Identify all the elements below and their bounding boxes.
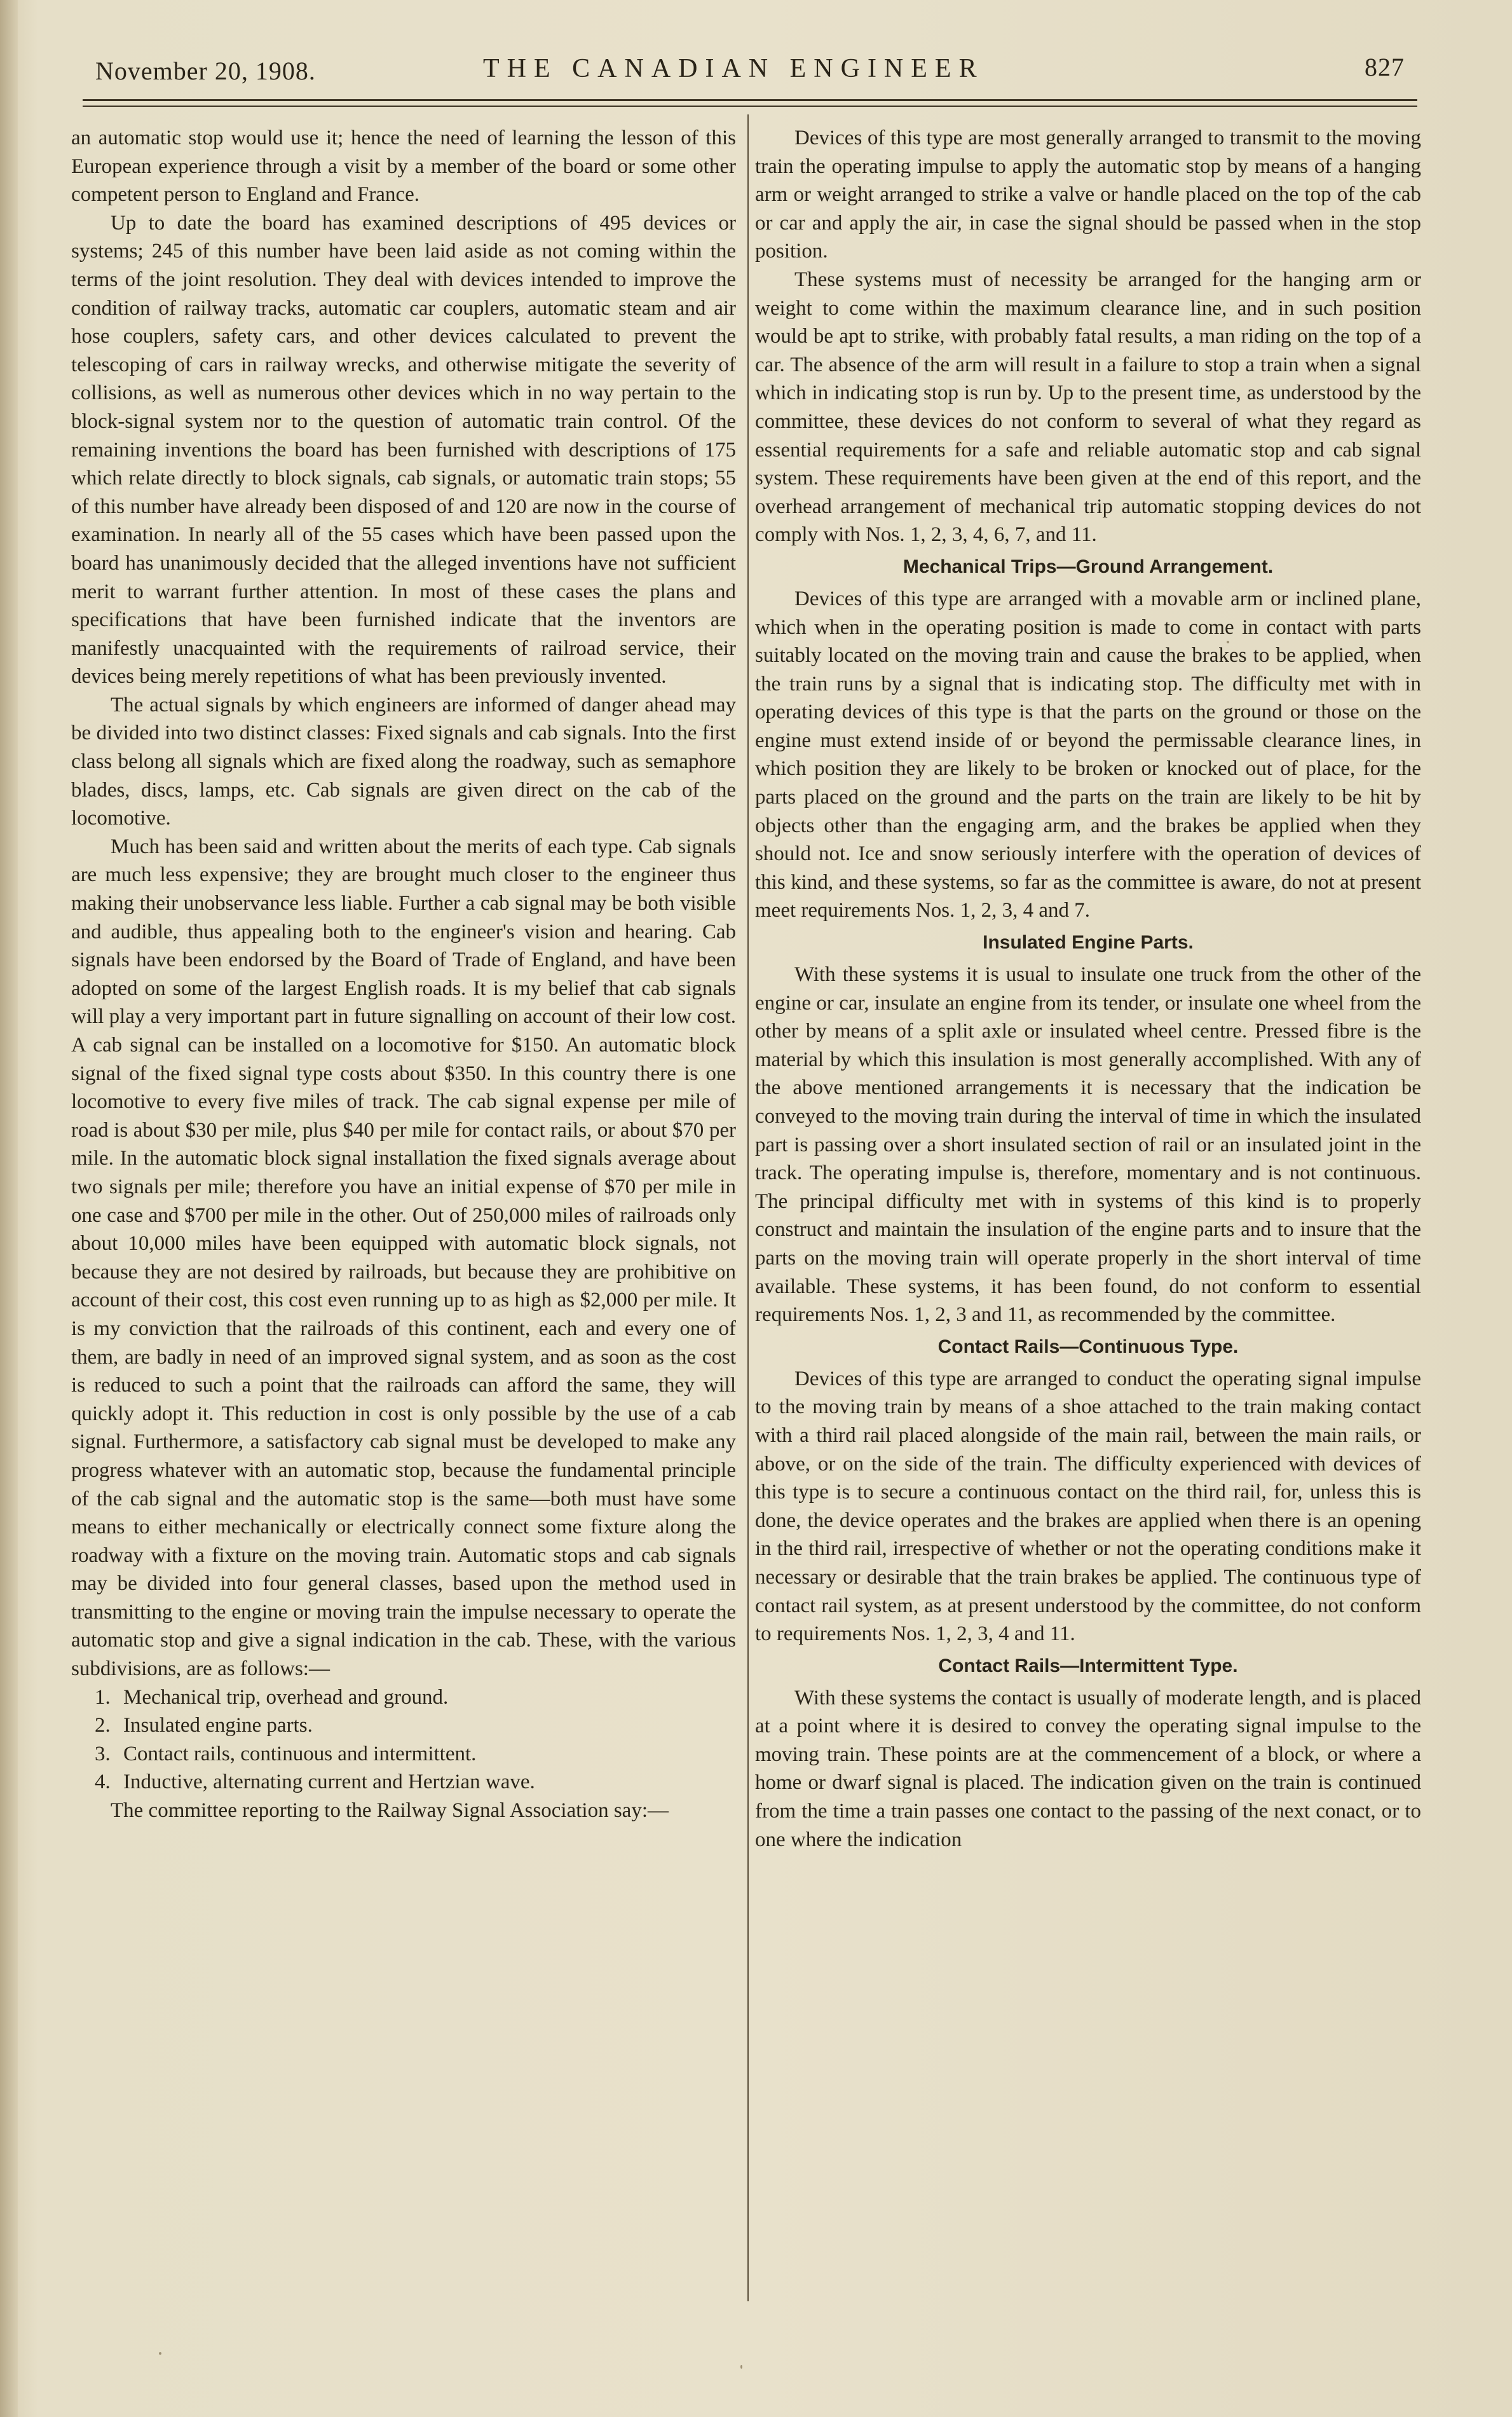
section-heading: Mechanical Trips—Ground Arrangement. — [902, 556, 1274, 577]
paragraph: The committee reporting to the Railway Signal Association say:— — [111, 1799, 669, 1823]
running-header — [95, 50, 1405, 88]
list-item: 2. Insulated engine parts. — [116, 1711, 736, 1740]
header-rule-bottom — [83, 106, 1417, 107]
column-divider — [747, 114, 749, 2301]
section-heading: Insulated Engine Parts. — [983, 932, 1194, 954]
page-number: 827 — [1365, 53, 1405, 81]
paragraph: Devices of this type are arranged to conduct the operating signal impulse to the moving train by means of a shoe attached to the train making contact with a third rail placed alongside of the main rail, between the main rails, or above, or on the side of the train. The difficulty experienced with devices of this type is to secure a continuous contact on the third rail, for, unless this is done, the device operates and the brakes are applied when there is an opening in the third rail, irrespective of whether or not the operating conditions make it necessary or desirable that the train brakes be applied. The continuous type of contact rail system, as at present understood by the committee, do not conform to requirements Nos. 1, 2, 3, 4 and 11. — [755, 1367, 1421, 1646]
left-column — [71, 124, 736, 1825]
list-item: 1. Mechanical trip, overhead and ground. — [116, 1683, 736, 1712]
paper-speck — [159, 2352, 161, 2355]
right-column — [755, 124, 1421, 1854]
paragraph: Devices of this type are arranged with a movable arm or inclined plane, which when in the operating position is made to come in contact with parts suitably located on the moving train and cause the brakes to be applied, when the train runs by a signal that is indicating stop. The difficulty met with in operating devices of this type is that the parts on the ground or those on the engine must extend inside of or beyond the permissable clearance lines, in which position they are likely to be broken or knocked out of place, for the parts placed on the ground and the parts on the train are likely to be hit by objects other than the engaging arm, and the brakes be applied when they should not. Ice and snow seriously interfere with the operation of devices of this kind, and these systems, so far as the committee is aware, do not at present meet requirements Nos. 1, 2, 3, 4 and 7. — [755, 587, 1421, 922]
list-item: 4. Inductive, alternating current and Hertzian wave. — [116, 1768, 736, 1797]
list-item: 3. Contact rails, continuous and intermittent. — [116, 1740, 736, 1769]
paragraph: an automatic stop would use it; hence the need of learning the lesson of this European experience through a visit by a member of the board or some other competent person to England and France. — [71, 127, 736, 207]
page-edge-shadow — [0, 0, 18, 2417]
paragraph: Much has been said and written about the merits of each type. Cab signals are much less expensive; they are brought much closer to the engineer thus making their unobservance less liable. Further a cab signal may be both visible and audible, thus appealing both to the engineer's vision and hearing. Cab signals have been endorsed by the Board of Trade of England, and have been adopted on some of the largest English roads. It is my belief that cab signals will play a very important part in future signalling on account of their low cost. A cab signal can be installed on a locomotive for $150. An automatic block signal of the fixed signal type costs about $350. In this country there is one locomotive to every five miles of track. The cab signal expense per mile of road is about $30 per mile, plus $40 per mile for contact rails, or about $70 per mile. In the automatic block signal installation the fixed signals average about two signals per mile; therefore you have an initial expense of $70 per mile in one case and $700 per mile in the other. Out of 250,000 miles of railroads only about 10,000 miles have been equipped with automatic block signals, not because they are not desired by railroads, but because they are prohibitive on account of their cost, this cost even running up to as high as $2,000 per mile. It is my conviction that the railroads of this continent, each and every one of them, are badly in need of an improved signal system, and as soon as the cost is reduced to such a point that the railroads can afford the same, they will quickly adopt it. This reduction in cost is only possible by the use of a cab signal. Furthermore, a satisfactory cab signal must be developed to make any progress whatever with an automatic stop, because the fundamental principle of the cab signal and the automatic stop is the same—both must have some means to either mechanically or electrically connect some fixture along the roadway with a fixture on the moving train. Automatic stops and cab signals may be divided into four general classes, based upon the method used in transmitting to the engine or moving train the impulse necessary to operate the automatic stop and give a signal indication in the cab. These, with the various subdivisions, are as follows:— — [71, 835, 736, 1681]
paragraph: With these systems it is usual to insulate one truck from the other of the engine or car, insulate an engine from its tender, or insulate one wheel from the other by means of a split axle or insulated wheel centre. Pressed fibre is the material by which this insulation is most generally accomplished. With any of the above mentioned arrangements it is necessary that the indication be conveyed to the moving train during the interval of time in which the insulated part is passing over a short insulated section of rail or an insulated joint in the track. The operating impulse is, therefore, momentary and is not continuous. The principal difficulty met with in systems of this kind is to properly construct and maintain the insulation of the engine parts and to insure that the parts on the moving train will operate properly in the short interval of time available. These systems, it has been found, do not conform to essential requirements Nos. 1, 2, 3 and 11, as recommended by the committee. — [755, 963, 1421, 1327]
header-rule-top — [83, 99, 1417, 101]
paragraph: Up to date the board has examined descriptions of 495 devices or systems; 245 of this number have been laid aside as not coming within the terms of the joint resolution. They deal with devices intended to improve the condition of railway tracks, automatic car couplers, automatic steam and air hose couplers, safety cars, and other devices calculated to prevent the telescoping of cars in railway wrecks, and otherwise mitigate the severity of collisions, as well as numerous other devices which in no way pertain to the block-signal system nor to the question of automatic train control. Of the remaining inventions the board has been furnished with descriptions of 175 which relate directly to block signals, cab signals, or automatic train stops; 55 of this number have already been disposed of and 120 are now in the course of examination. In nearly all of the 55 cases which have been passed upon the board has unanimously decided that the alleged inventions have not sufficient merit to warrant further attention. In most of these cases the plans and specifications that have been furnished indicate that the inventors are manifestly unacquainted with the requirements of railroad service, their devices being merely repetitions of what has been previously invented. — [71, 211, 736, 688]
paragraph: The actual signals by which engineers are informed of danger ahead may be divided into two distinct classes: Fixed signals and cab signals. Into the first class belong all signals which are fixed along the roadway, such as semaphore blades, discs, lamps, etc. Cab signals are given direct on the cab of the locomotive. — [71, 693, 736, 830]
classes-list — [71, 1683, 736, 1797]
paragraph: These systems must of necessity be arranged for the hanging arm or weight to come within the maximum clearance line, and in such position would be apt to strike, with probably fatal results, a man riding on the top of a car. The absence of the arm will result in a failure to stop a train when a signal which in indicating stop is run by. Up to the present time, as understood by the committee, these devices do not conform to several of what they regard as essential requirements for a safe and reliable automatic stop and cab signal system. These requirements have been given at the end of this report, and the overhead arrangement of mechanical trip automatic stopping devices do not comply with Nos. 1, 2, 3, 4, 6, 7, and 11. — [755, 268, 1421, 547]
section-heading: Contact Rails—Continuous Type. — [937, 1336, 1239, 1357]
paper-speck — [740, 2365, 742, 2369]
paragraph: Devices of this type are most generally arranged to transmit to the moving train the operating impulse to apply the automatic stop by means of a hanging arm or weight arranged to strike a valve or handle placed on the top of the cab or car and apply the air, in case the signal should be passed when in the stop position. — [755, 127, 1421, 263]
paper-speck — [1227, 641, 1229, 643]
journal-title: THE CANADIAN ENGINEER — [483, 54, 984, 83]
paragraph: With these systems the contact is usually of moderate length, and is placed at a point where it is desired to convey the operating signal impulse to the moving train. These points are at the commencement of a block, or where a home or dwarf signal is placed. The indication given on the train is continued from the time a train passes one contact to the passing of the next conact, or to one where the indication — [755, 1686, 1421, 1851]
section-heading: Contact Rails—Intermittent Type. — [938, 1655, 1238, 1676]
issue-date: November 20, 1908. — [95, 57, 316, 85]
